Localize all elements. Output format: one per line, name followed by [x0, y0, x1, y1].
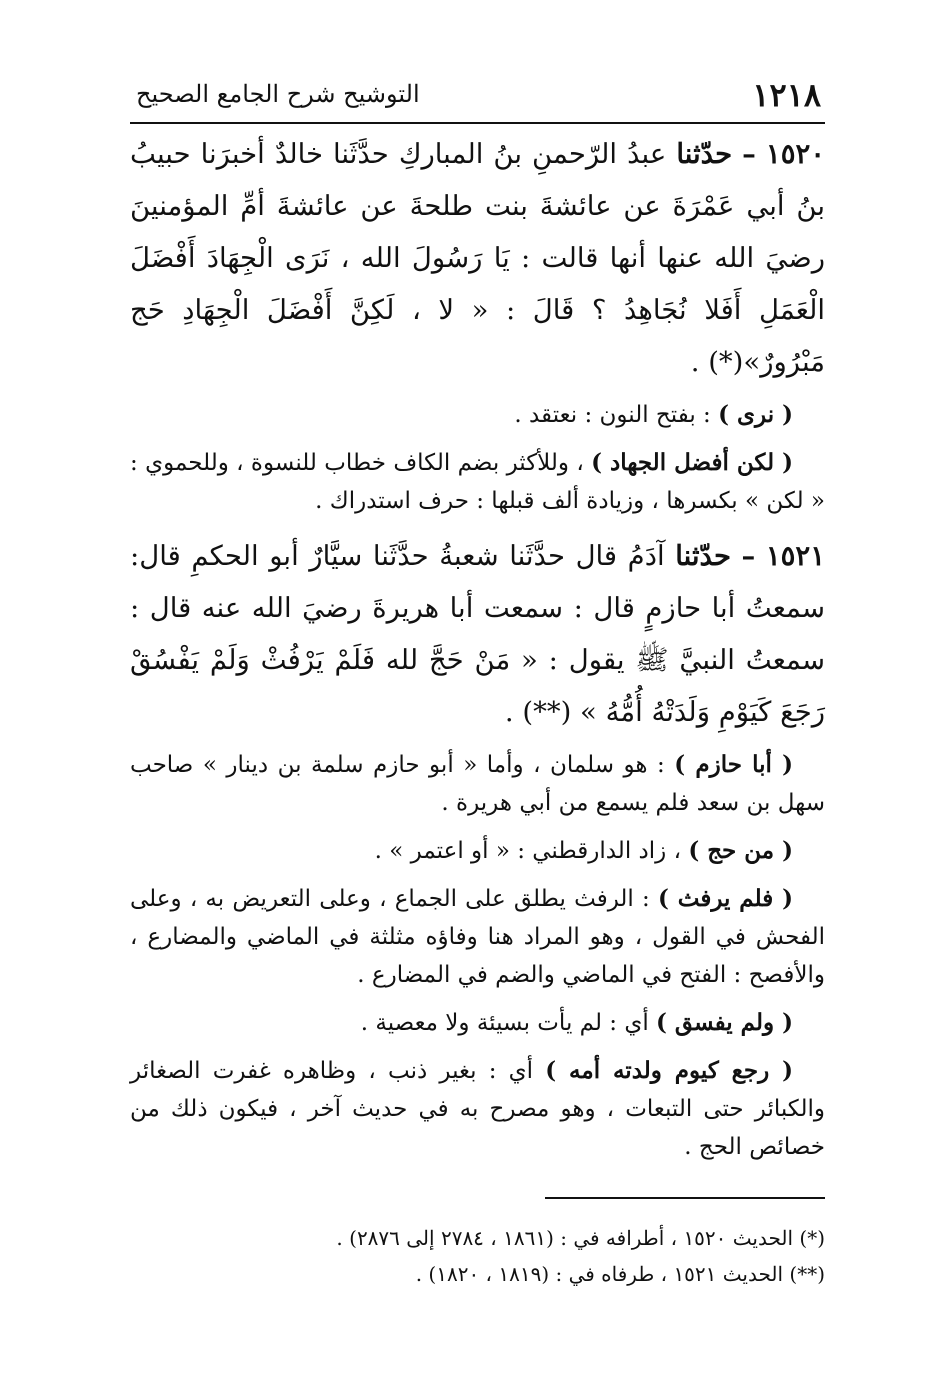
footnotes: [130, 1220, 825, 1292]
commentary-text: أي : لم يأت بسيئة ولا معصية .: [360, 1010, 649, 1036]
commentary-text: : الرفث يطلق على الجماع ، وعلى التعريض به ، وعلى الفحش في القول ، وهو المراد هنا وفاؤه مثلثة في الماضي والمضارع ، والأفصح : الفتح في الماضي والضم في المضارع .: [130, 886, 825, 988]
commentary-text: ، زاد الدارقطني : « أو اعتمر » .: [374, 838, 681, 864]
commentary-text: ، وللأكثر بضم الكاف خطاب للنسوة ، وللحموي : « لكن » بكسرها ، وزيادة ألف قبلها : حرف استدراك .: [130, 450, 825, 514]
header-rule: [130, 122, 825, 124]
commentary-paragraph: [130, 444, 825, 520]
commentary-text: أي : بغير ذنب ، وظاهره غفرت الصغائر والكبائر حتى التبعات ، وهو مصرح به في حديث آخر ، فيكون ذلك من خصائص الحج .: [130, 1058, 825, 1160]
commentary-paragraph: [130, 880, 825, 994]
commentary-paragraph: [130, 832, 825, 870]
commentary-term: ( ولم يفسق ): [656, 1009, 793, 1036]
commentary-paragraph: [130, 1004, 825, 1042]
hadith-dash: –: [741, 540, 756, 572]
main-text: [130, 128, 825, 1176]
commentary-term: ( لكن أفضل الجهاد ): [591, 449, 793, 476]
commentary-paragraph: [130, 396, 825, 434]
running-title: التوشيح شرح الجامع الصحيح: [136, 80, 420, 108]
footnote: (*) الحديث ١٥٢٠ ، أطرافه في : (١٨٦١ ، ٢٧٨٤ إلى ٢٨٧٦) .: [336, 1226, 825, 1250]
hadith-number: ١٥٢١: [765, 540, 825, 572]
page-number: ١٢١٨: [752, 76, 821, 114]
commentary-term: ( أبا حازم ): [674, 751, 793, 778]
hadith-text: آدَمُ قال حدَّثَنا شعبةُ حدَّثَنا سيَّارٌ أبو الحكمِ قال: سمعتُ أبا حازمٍ قال : سمعت أبا هريرةَ رضيَ الله عنه قال : سمعتُ النبيَّ ﷺ يقول : « مَنْ حَجَّ لله فَلَمْ يَرْفُثْ وَلَمْ يَفْسُقْ رَجَعَ كَيَوْمِ وَلَدَتْهُ أُمُّهُ » (**) .: [130, 540, 825, 728]
hadith-1520: [130, 128, 825, 388]
footnote: (**) الحديث ١٥٢١ ، طرفاه في : (١٨١٩ ، ١٨٢٠) .: [415, 1262, 825, 1286]
commentary-term: ( من حج ): [688, 837, 793, 864]
commentary-term: ( نرى ): [718, 401, 793, 428]
footnote-rule: [545, 1197, 825, 1199]
commentary-paragraph: [130, 746, 825, 822]
commentary-term: ( رجع كيوم ولدته أمه ): [545, 1057, 794, 1084]
commentary-paragraph: [130, 1052, 825, 1166]
hadith-dash: –: [742, 138, 756, 170]
hadith-lead: حدّثنا: [675, 540, 731, 572]
hadith-1521: [130, 530, 825, 738]
commentary-text: : هو سلمان ، وأما « أبو حازم سلمة بن دينار » صاحب سهل بن سعد فلم يسمع من أبي هريرة .: [130, 752, 825, 816]
commentary-term: ( فلم يرفث ): [657, 885, 794, 912]
hadith-lead: حدّثنا: [676, 138, 733, 170]
hadith-number: ١٥٢٠: [765, 138, 826, 170]
commentary-text: : بفتح النون : نعتقد .: [514, 402, 711, 428]
page-header: [130, 72, 825, 122]
hadith-text: عبدُ الرّحمنِ بنُ المباركِ حدَّثَنا خالدٌ أخبرَنا حبيبُ بنُ أبي عَمْرَةَ عن عائشةَ بنت طلحةَ عن عائشةَ أمِّ المؤمنينَ رضيَ الله عنها أنها قالت : يَا رَسُولَ الله ، نَرَى الْجِهَادَ أَفْضَلَ الْعَمَلِ أَفَلا نُجَاهِدُ ؟ قَالَ : « لا ، لَكِنَّ أَفْضَلَ الْجِهَادِ حَج مَبْرُورٌ»(*) .: [130, 138, 825, 378]
